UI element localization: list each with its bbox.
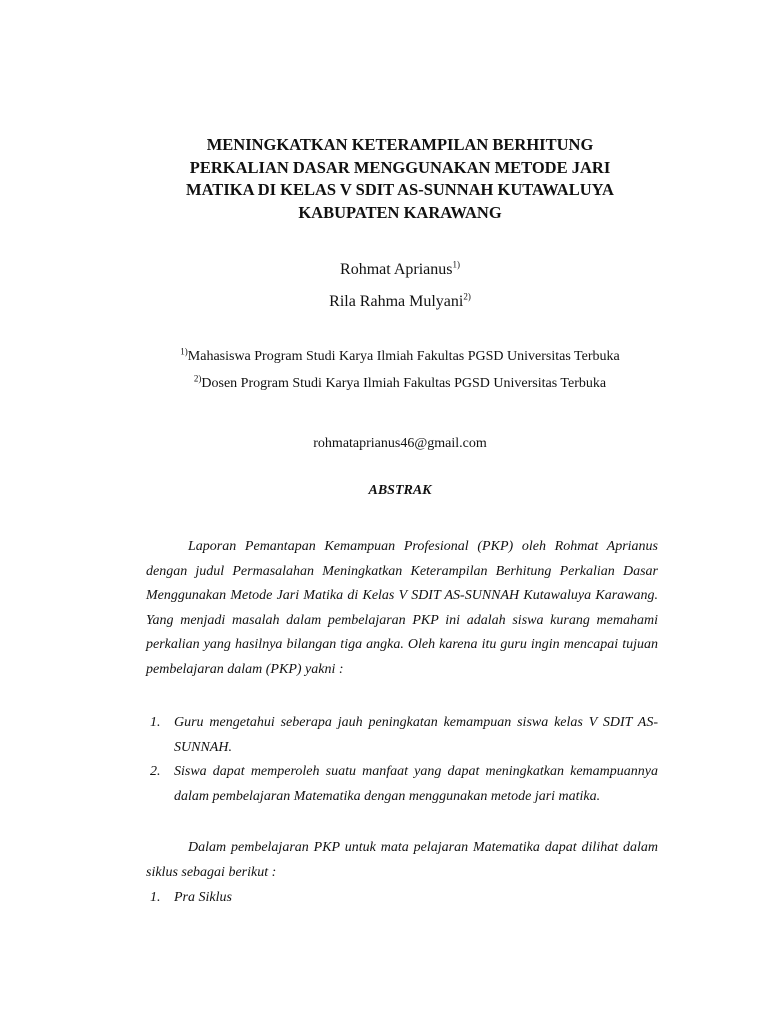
list-item [146, 760, 658, 809]
paper-title [100, 134, 700, 224]
author-name: Rohmat Aprianus [340, 261, 453, 278]
abstract-paragraph: Laporan Pemantapan Kemampuan Profesional (PKP) oleh Rohmat Aprianus dengan judul Permasalahan Meningkatkan Keterampilan Berhitung Perkalian Dasar Menggunakan Metode Jari Matika di Kelas V SDIT AS-SUNNAH Kutawaluya Karawang. Yang menjadi masalah dalam pembelajaran PKP ini adalah siswa kurang memahami perkalian yang hasilnya bilangan tiga angka. Oleh karena itu guru ingin mencapai tujuan pembelajaran dalam (PKP) yakni : [146, 539, 658, 677]
title-line: PERKALIAN DASAR MENGGUNAKAN METODE JARI [189, 157, 611, 177]
list-number: 1. [150, 715, 161, 730]
list-item-text: Siswa dapat memperoleh suatu manfaat yang dapat meningkatkan kemampuannya dalam pembelajaran Matematika dengan menggunakan metode jari matika. [174, 764, 658, 804]
affiliation-mark: 1) [180, 346, 188, 357]
author [100, 291, 700, 323]
affiliation-text: Mahasiswa Program Studi Karya Ilmiah Fakultas PGSD Universitas Terbuka [187, 349, 620, 364]
title-line: MATIKA DI KELAS V SDIT AS-SUNNAH KUTAWALUYA [186, 180, 614, 199]
affiliation-text: Dosen Program Studi Karya Ilmiah Fakultas PGSD Universitas Terbuka [201, 376, 607, 391]
list-number: 1. [150, 890, 161, 905]
affiliation-mark: 2) [193, 373, 202, 384]
list-item-text: Pra Siklus [174, 890, 232, 905]
abstract-heading: ABSTRAK [368, 483, 432, 498]
body-paragraph: Dalam pembelajaran PKP untuk mata pelajaran Matematika dapat dilihat dalam siklus sebagai berikut : [146, 840, 658, 880]
author [100, 259, 700, 291]
numbered-list [146, 711, 658, 809]
affiliation-list [60, 347, 740, 401]
list-item [146, 711, 658, 760]
author-mark: 1) [452, 259, 460, 270]
numbered-list [146, 886, 658, 911]
author-name: Rila Rahma Mulyani [329, 293, 464, 310]
list-item [146, 886, 658, 911]
title-line: MENINGKATKAN KETERAMPILAN BERHITUNG [206, 135, 594, 154]
author-email: rohmataprianus46@gmail.com [313, 436, 487, 451]
author-mark: 2) [463, 291, 471, 302]
list-number: 2. [150, 764, 161, 780]
affiliation [60, 374, 740, 401]
affiliation [60, 347, 740, 374]
title-line: KABUPATEN KARAWANG [298, 202, 502, 222]
author-list [100, 259, 700, 323]
list-item-text: Guru mengetahui seberapa jauh peningkatan kemampuan siswa kelas V SDIT AS-SUNNAH. [174, 715, 658, 755]
